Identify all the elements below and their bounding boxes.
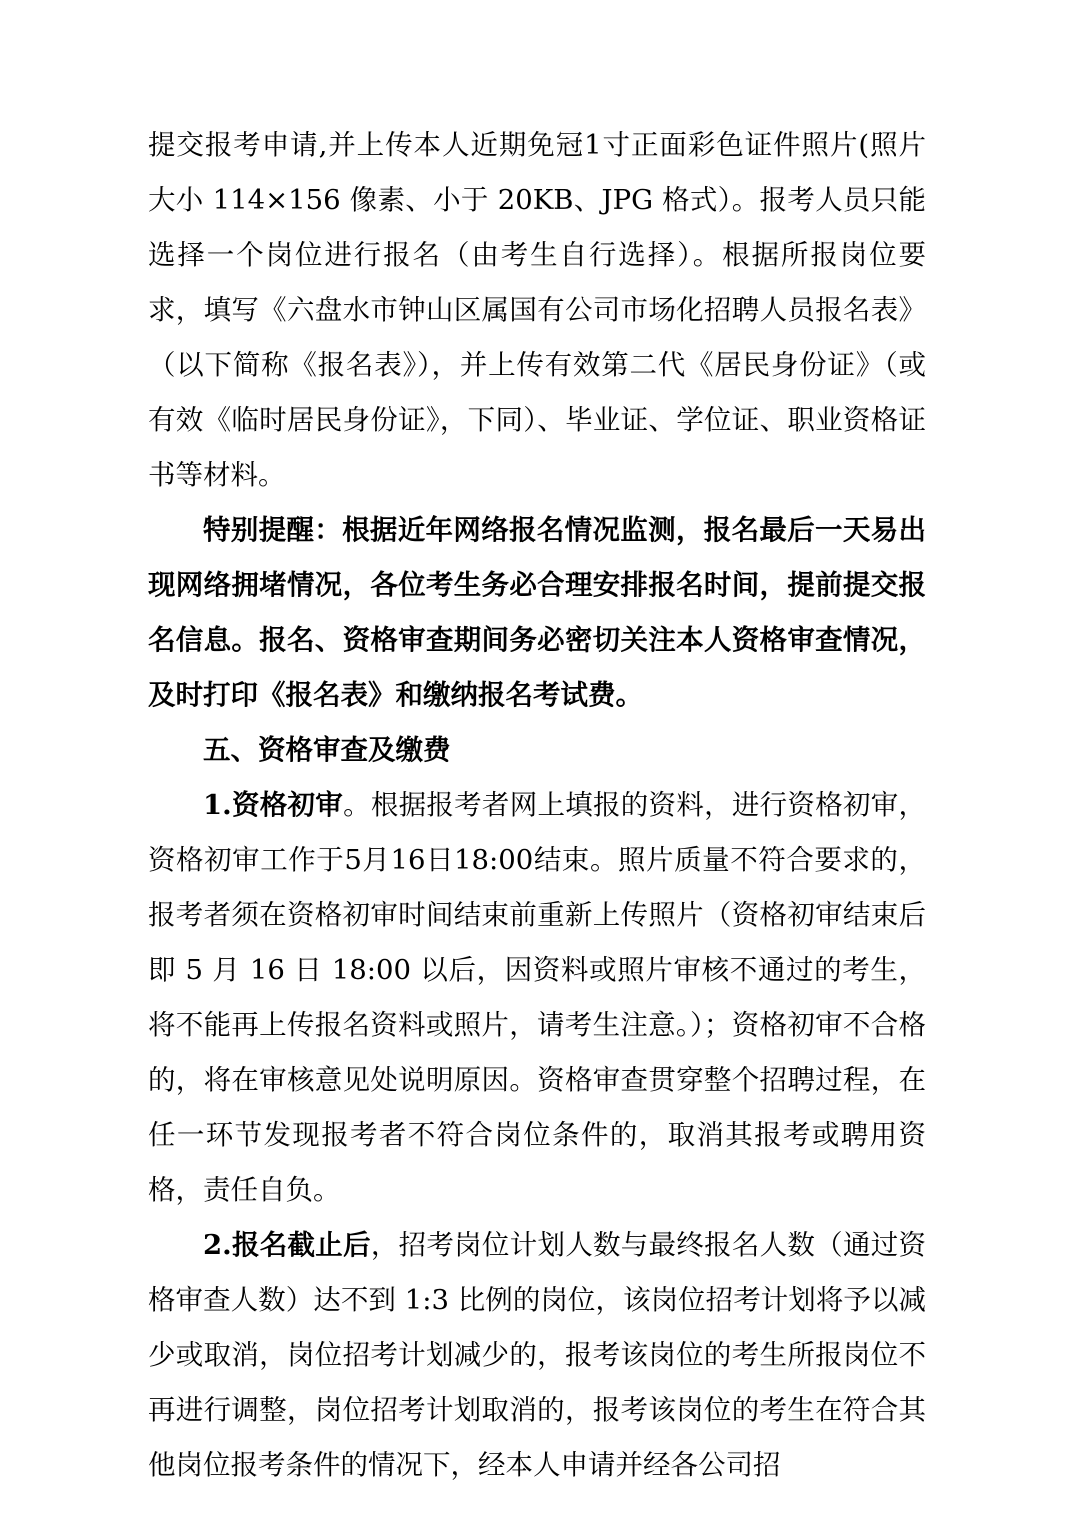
document-body bbox=[148, 118, 926, 1493]
paragraph-lead-run: 1.资格初审 bbox=[203, 789, 344, 821]
paragraph-special-reminder: 特别提醒：根据近年网络报名情况监测，报名最后一天易出现网络拥堵情况，各位考生务必合理安排报名时间，提前提交报名信息。报名、资格审查期间务必密切关注本人资格审查情况，及时打印《报名表》和缴纳报名考试费。 bbox=[148, 514, 926, 711]
paragraph-registration-submission: 提交报考申请,并上传本人近期免冠1寸正面彩色证件照片(照片大小 114×156 像素、小于 20KB、JPG 格式）。报考人员只能选择一个岗位进行报名（由考生自行选择）。根据所报岗位要求，填写《六盘水市钟山区属国有公司市场化招聘人员报名表》（以下简称《报名表》），并上传有效第二代《居民身份证》（或有效《临时居民身份证》，下同）、毕业证、学位证、职业资格证书等材料。 bbox=[148, 129, 926, 491]
paragraph-item-2-after-deadline: 2.报名截止后，招考岗位计划人数与最终报名人数（通过资格审查人数）达不到 1:3 比例的岗位，该岗位招考计划将予以减少或取消，岗位招考计划减少的，报考该岗位的考生所报岗位不再进行调整，岗位招考计划取消的，报考该岗位的考生在符合其他岗位报考条件的情况下，经本人申请并经各公司招 bbox=[148, 1229, 926, 1481]
paragraph-lead-run: 2.报名截止后 bbox=[203, 1229, 371, 1261]
heading-section-five: 五、资格审查及缴费 bbox=[203, 734, 451, 766]
paragraph-item-1-preliminary-review: 1.资格初审。根据报考者网上填报的资料，进行资格初审，资格初审工作于5月16日18:00结束。照片质量不符合要求的，报考者须在资格初审时间结束前重新上传照片（资格初审结束后即 5 月 16 日 18:00 以后，因资料或照片审核不通过的考生，将不能再上传报名资料或照片，请考生注意。）；资格初审不合格的，将在审核意见处说明原因。资格审查贯穿整个招聘过程，在任一环节发现报考者不符合岗位条件的，取消其报考或聘用资格，责任自负。 bbox=[148, 789, 927, 1206]
